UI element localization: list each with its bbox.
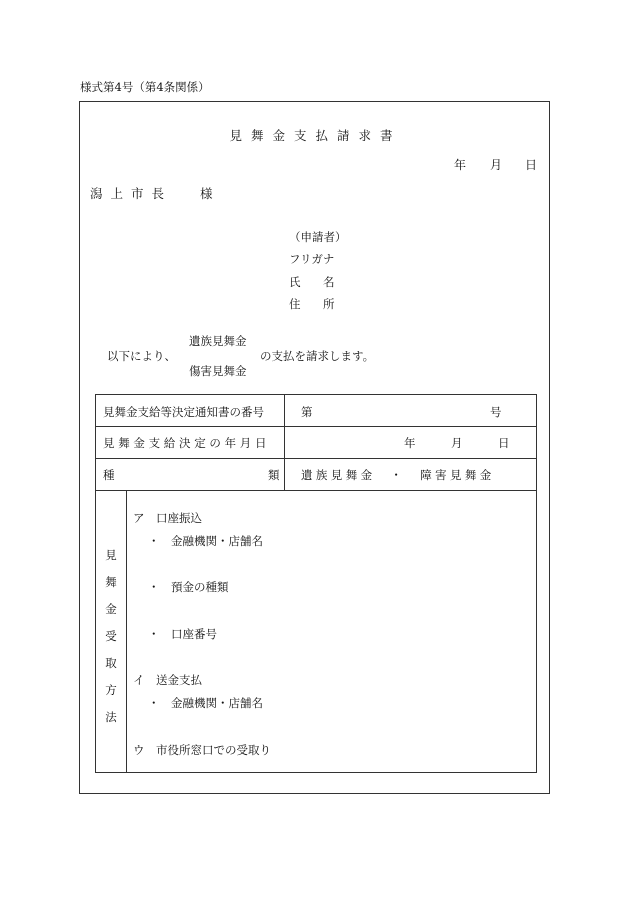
- method-a-account-number: ・ 口座番号: [148, 627, 217, 641]
- form-number-label: 様式第4号（第4条関係）: [80, 80, 210, 94]
- method-i-heading: イ 送金支払: [133, 673, 202, 687]
- type-label-start: 種: [103, 468, 115, 482]
- addressee-honorific: 様: [200, 186, 213, 201]
- addressee-name: 潟上市長: [90, 186, 173, 201]
- method-label-char-6: 方: [105, 683, 117, 697]
- name-label-2: 名: [323, 275, 335, 289]
- request-prefix: 以下により、: [107, 349, 176, 363]
- method-label-char-3: 金: [105, 602, 117, 616]
- method-u-heading: ウ 市役所窓口での受取り: [133, 743, 271, 757]
- method-a-heading: ア 口座振込: [133, 511, 202, 525]
- method-a-bank: ・ 金融機関・店舗名: [148, 534, 263, 548]
- decision-date-month: 月: [451, 436, 463, 450]
- address-label-2: 所: [323, 297, 335, 311]
- notice-number-go: 号: [490, 405, 502, 419]
- date-year-label: 年: [454, 158, 467, 172]
- method-i-bank: ・ 金融機関・店舗名: [148, 696, 263, 710]
- form-frame: [79, 101, 550, 794]
- furigana-label: フリガナ: [289, 252, 335, 266]
- decision-date-year: 年: [404, 436, 416, 450]
- address-label-1: 住: [289, 297, 301, 311]
- notice-number-dai: 第: [301, 405, 313, 419]
- method-label-char-1: 見: [105, 548, 117, 562]
- date-day-label: 日: [525, 158, 538, 172]
- details-table: [95, 394, 537, 773]
- method-label-char-7: 法: [105, 710, 117, 724]
- form-title: 見舞金支払請求書: [229, 128, 402, 143]
- decision-date-day: 日: [498, 436, 510, 450]
- request-suffix: の支払を請求します。: [260, 349, 375, 363]
- request-option-bereaved: 遺族見舞金: [189, 334, 247, 348]
- date-month-label: 月: [490, 158, 503, 172]
- request-option-disability: 傷害見舞金: [189, 364, 247, 378]
- name-label-1: 氏: [289, 275, 301, 289]
- type-value: 遺族見舞金 ・ 障害見舞金: [301, 468, 495, 482]
- applicant-header: （申請者）: [289, 230, 347, 244]
- method-label-char-5: 取: [105, 656, 117, 670]
- method-a-account-type: ・ 預金の種類: [148, 580, 229, 594]
- method-label-char-4: 受: [105, 629, 117, 643]
- type-label-end: 類: [268, 468, 280, 482]
- decision-date-label: 見舞金支給決定の年月日: [103, 436, 271, 450]
- method-label-char-2: 舞: [105, 575, 117, 589]
- notice-number-label: 見舞金支給等決定通知書の番号: [103, 405, 264, 419]
